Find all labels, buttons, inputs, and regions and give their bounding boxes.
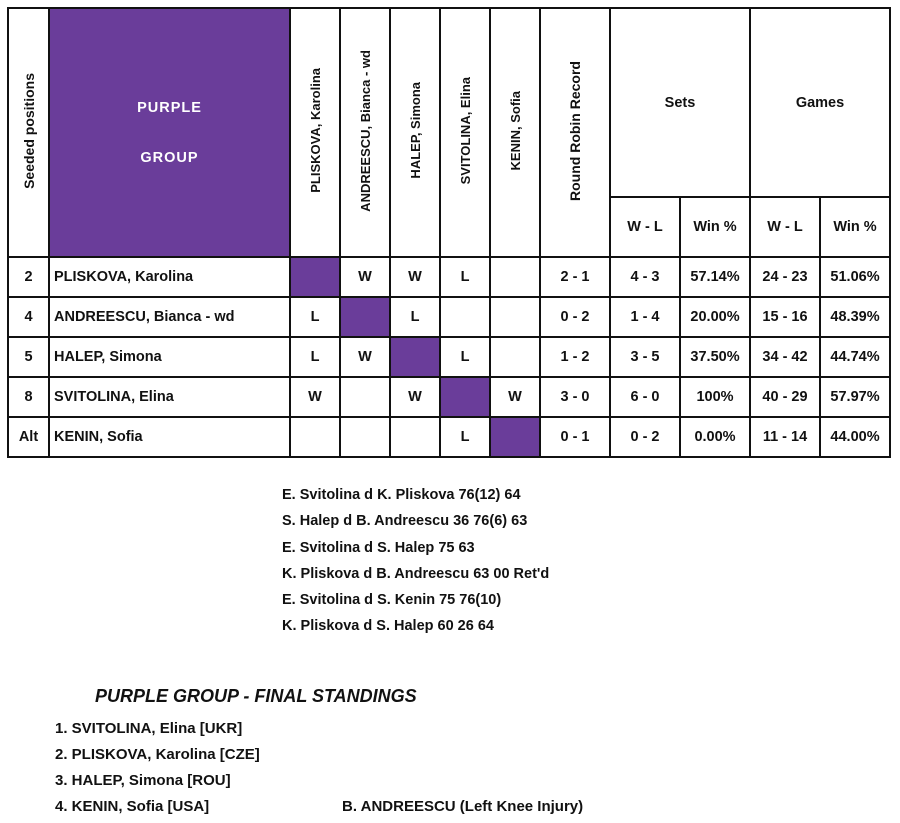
seed-cell: Alt (8, 417, 49, 457)
withdrawal-note: B. ANDREESCU (Left Knee Injury) (342, 798, 584, 815)
match-result: E. Svitolina d S. Halep 75 63 (282, 539, 475, 556)
player-name: KENIN, Sofia (49, 417, 290, 457)
games-header: Games (750, 8, 890, 197)
standing-item: 1. SVITOLINA, Elina [UKR] (55, 720, 243, 737)
table-row (8, 257, 890, 297)
games-win-pct: 57.97% (820, 377, 890, 417)
group-title-line2: GROUP (140, 149, 199, 166)
player-name: PLISKOVA, Karolina (49, 257, 290, 297)
player-column-header: PLISKOVA, Karolina (290, 8, 340, 257)
player-name: HALEP, Simona (49, 337, 290, 377)
sets-win-pct: 20.00% (680, 297, 750, 337)
round-robin-record: 0 - 1 (540, 417, 610, 457)
self-match-cell (440, 377, 490, 417)
final-standings-title: PURPLE GROUP - FINAL STANDINGS (95, 686, 417, 706)
table-row (8, 417, 890, 457)
result-cell: L (290, 297, 340, 337)
games-win-pct: 51.06% (820, 257, 890, 297)
round-robin-record: 1 - 2 (540, 337, 610, 377)
sets-wl: 6 - 0 (610, 377, 680, 417)
games-win-pct: 44.74% (820, 337, 890, 377)
table-row (8, 337, 890, 377)
player-column-header: KENIN, Sofia (490, 8, 540, 257)
match-result: K. Pliskova d S. Halep 60 26 64 (282, 618, 494, 635)
seed-cell: 5 (8, 337, 49, 377)
seed-cell: 2 (8, 257, 49, 297)
round-robin-record: 3 - 0 (540, 377, 610, 417)
result-cell (290, 417, 340, 457)
sets-win-pct: 0.00% (680, 417, 750, 457)
result-cell: W (340, 337, 390, 377)
sets-wl: 3 - 5 (610, 337, 680, 377)
player-name: SVITOLINA, Elina (49, 377, 290, 417)
standing-item: 4. KENIN, Sofia [USA] (55, 798, 210, 815)
result-cell: L (440, 417, 490, 457)
standing-item: 2. PLISKOVA, Karolina [CZE] (55, 746, 260, 763)
standings-table (7, 7, 891, 458)
sets-win-pct-header: Win % (680, 197, 750, 257)
sets-wl: 4 - 3 (610, 257, 680, 297)
games-win-pct: 44.00% (820, 417, 890, 457)
games-wl-header: W - L (750, 197, 820, 257)
games-wl: 24 - 23 (750, 257, 820, 297)
sets-win-pct: 37.50% (680, 337, 750, 377)
player-name: ANDREESCU, Bianca - wd (49, 297, 290, 337)
seed-cell: 8 (8, 377, 49, 417)
player-column-header: ANDREESCU, Bianca - wd (340, 8, 390, 257)
result-cell (390, 417, 440, 457)
sets-wl-header: W - L (610, 197, 680, 257)
group-title-line1: PURPLE (137, 99, 202, 116)
match-result: K. Pliskova d B. Andreescu 63 00 Ret'd (282, 565, 550, 582)
result-cell: W (490, 377, 540, 417)
sets-wl: 0 - 2 (610, 417, 680, 457)
table-row (8, 377, 890, 417)
round-robin-record: 0 - 2 (540, 297, 610, 337)
result-cell: W (340, 257, 390, 297)
games-win-pct-header: Win % (820, 197, 890, 257)
match-results (282, 486, 549, 644)
result-cell (340, 377, 390, 417)
self-match-cell (490, 417, 540, 457)
games-wl: 40 - 29 (750, 377, 820, 417)
player-column-header: HALEP, Simona (390, 8, 440, 257)
result-cell: L (440, 257, 490, 297)
self-match-cell (290, 257, 340, 297)
table-row (8, 297, 890, 337)
games-win-pct: 48.39% (820, 297, 890, 337)
match-result: E. Svitolina d K. Pliskova 76(12) 64 (282, 487, 521, 503)
round-robin-header: Round Robin Record (540, 8, 610, 257)
games-wl: 15 - 16 (750, 297, 820, 337)
sets-header: Sets (610, 8, 750, 197)
result-cell: W (390, 257, 440, 297)
games-wl: 34 - 42 (750, 337, 820, 377)
result-cell (440, 297, 490, 337)
sets-win-pct: 100% (680, 377, 750, 417)
self-match-cell (390, 337, 440, 377)
sets-win-pct: 57.14% (680, 257, 750, 297)
result-cell: W (290, 377, 340, 417)
result-cell (490, 297, 540, 337)
seed-cell: 4 (8, 297, 49, 337)
result-cell: W (390, 377, 440, 417)
final-standings-list (55, 719, 260, 823)
player-column-header: SVITOLINA, Elina (440, 8, 490, 257)
sets-wl: 1 - 4 (610, 297, 680, 337)
self-match-cell (340, 297, 390, 337)
group-title (49, 8, 290, 257)
result-cell (490, 257, 540, 297)
seeded-positions-header: Seeded positions (8, 8, 49, 257)
match-result: S. Halep d B. Andreescu 36 76(6) 63 (282, 513, 528, 530)
result-cell: L (290, 337, 340, 377)
result-cell: L (440, 337, 490, 377)
result-cell (340, 417, 390, 457)
games-wl: 11 - 14 (750, 417, 820, 457)
standing-item: 3. HALEP, Simona [ROU] (55, 772, 231, 789)
match-result: E. Svitolina d S. Kenin 75 76(10) (282, 592, 502, 609)
result-cell: L (390, 297, 440, 337)
round-robin-record: 2 - 1 (540, 257, 610, 297)
result-cell (490, 337, 540, 377)
